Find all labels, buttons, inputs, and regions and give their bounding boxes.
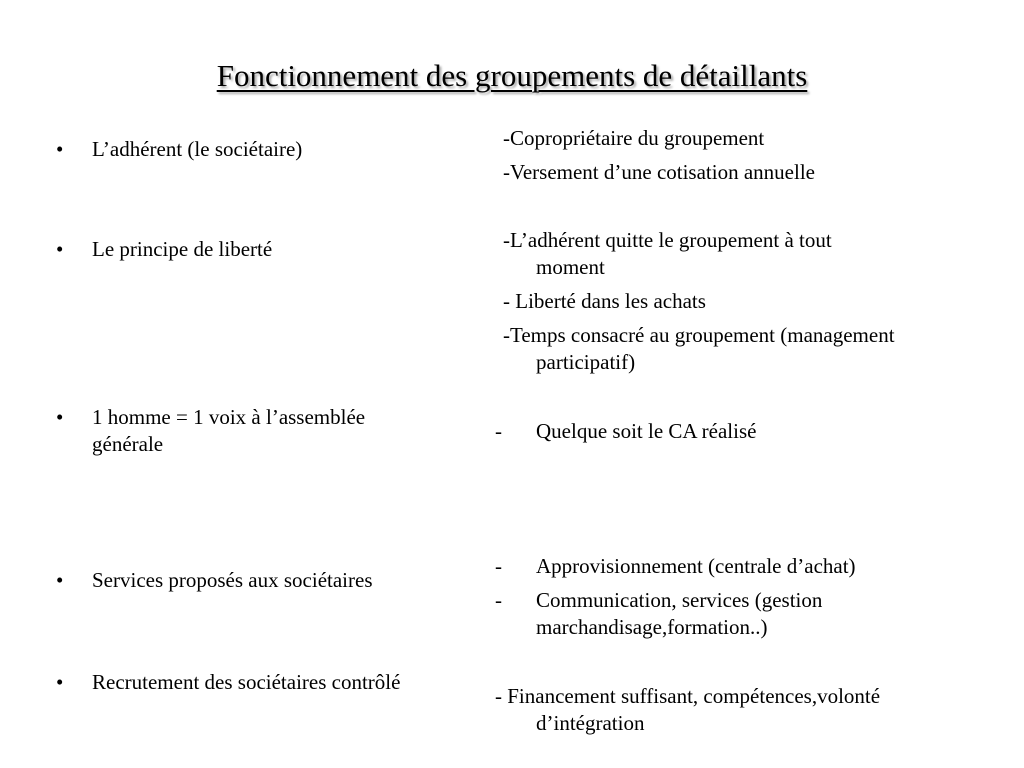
slide-title: Fonctionnement des groupements de détaillants [216,58,808,93]
bullet-icon: • [56,405,64,429]
right-item-versement: -Versement d’une cotisation annuelle [503,160,815,184]
bullet-icon: • [56,137,64,161]
left-item-services: Services proposés aux sociétaires [92,568,373,592]
bullet-icon: • [56,568,64,592]
right-item-quelque: Quelque soit le CA réalisé [536,419,757,443]
dash-icon: - [495,554,502,578]
right-item-quitte-cont: moment [536,255,605,279]
right-item-coproprietaire: -Copropriétaire du groupement [503,126,765,150]
right-item-financement: - Financement suffisant, compétences,volonté [495,684,881,708]
bullet-icon: • [56,670,64,694]
dash-icon: - [495,419,502,443]
right-item-financement-cont: d’intégration [536,711,645,735]
right-item-communication: Communication, services (gestion [536,588,823,612]
right-item-temps: -Temps consacré au groupement (management [503,323,895,347]
right-item-approvisionnement: Approvisionnement (centrale d’achat) [536,554,856,578]
right-item-communication-cont: marchandisage,formation..) [536,615,768,639]
right-item-liberte-achats: - Liberté dans les achats [503,289,706,313]
left-item-homme-voix-cont: générale [92,432,164,456]
bullet-icon: • [56,237,64,261]
left-item-homme-voix: 1 homme = 1 voix à l’assemblée [92,405,366,429]
right-item-temps-cont: participatif) [536,350,636,374]
left-item-recrutement: Recrutement des sociétaires contrôlé [92,670,401,694]
dash-icon: - [495,588,502,612]
left-item-adherent: L’adhérent (le sociétaire) [92,137,303,161]
left-item-principe-liberte: Le principe de liberté [92,237,273,261]
right-item-quitte: -L’adhérent quitte le groupement à tout [503,228,832,252]
